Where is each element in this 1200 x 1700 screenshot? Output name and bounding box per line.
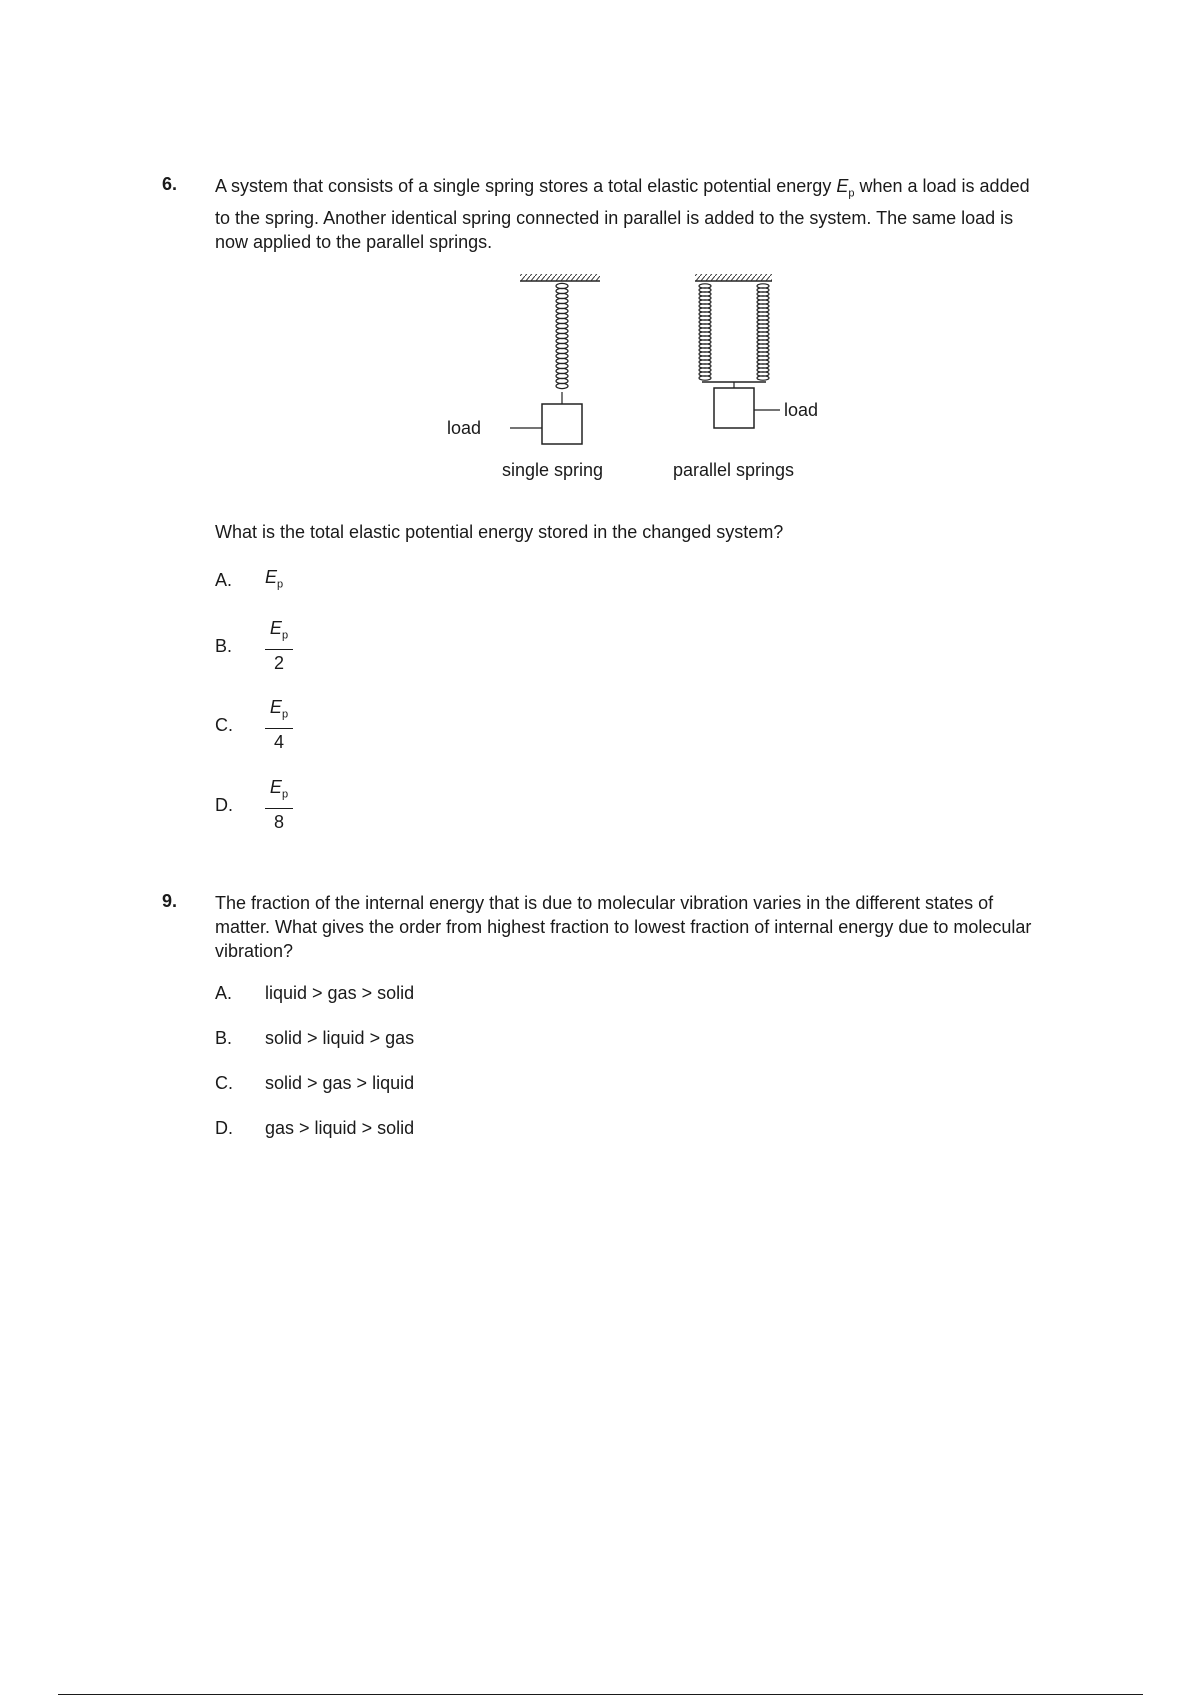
parallel-springs-caption: parallel springs <box>673 460 795 480</box>
fraction-denominator: 2 <box>273 652 284 673</box>
q9-option-c-value: solid > gas > liquid <box>265 1073 415 1093</box>
fraction-denominator: 4 <box>273 731 284 752</box>
single-load-label: load <box>447 418 482 438</box>
q9-option-b-value: solid > liquid > gas <box>265 1028 415 1048</box>
ep-symbol: $E_p$ <box>836 176 855 200</box>
parallel-load-label: load <box>784 400 819 420</box>
question-9-number: 9. <box>162 891 178 911</box>
question-6-number: 6. <box>162 174 178 194</box>
q6-option-c-fraction <box>265 696 293 753</box>
fraction-denominator: 8 <box>273 811 284 832</box>
q6-option-b-fraction <box>265 617 293 674</box>
q9-option-d-value: gas > liquid > solid <box>265 1118 415 1138</box>
q9-option-c-letter: C. <box>215 1073 233 1093</box>
question-9-text: The fraction of the internal energy that is due to molecular vibration varies in the different states of matter. What gives the order from highest fraction to lowest fraction of internal energy due to molecular vibration? <box>215 893 1032 961</box>
question-6-text-part2: when a load is added to the spring. Another identical spring connected in parallel is added to the system. The same load is now applied to the parallel springs. <box>215 176 1030 252</box>
spring-diagram-svg <box>450 270 850 485</box>
page-bottom-rule <box>58 1694 1143 1695</box>
parallel-load-box <box>714 388 754 428</box>
fraction-numerator: $E_p$ <box>265 776 293 809</box>
question-6-prompt: What is the total elastic potential energy stored in the changed system? <box>215 522 784 542</box>
parallel-spring-coil-left <box>699 284 711 380</box>
single-spring-support <box>520 274 600 281</box>
spring-diagram <box>447 270 850 485</box>
q9-option-a-letter: A. <box>215 983 233 1003</box>
q6-option-a-letter: A. <box>215 570 233 590</box>
fraction-numerator: $E_p$ <box>265 617 293 650</box>
single-spring-coil <box>556 283 568 388</box>
single-spring-caption: single spring <box>502 460 604 480</box>
q9-option-b-letter: B. <box>215 1028 233 1048</box>
q6-option-d-letter: D. <box>215 795 233 815</box>
question-6-text <box>215 174 1045 254</box>
q6-option-d-fraction <box>265 776 293 833</box>
q9-option-d-letter: D. <box>215 1118 233 1138</box>
single-load-box <box>542 404 582 444</box>
q6-option-c-letter: C. <box>215 715 233 735</box>
q6-option-a-value: $E_p$ <box>265 567 284 591</box>
q9-option-a-value: liquid > gas > solid <box>265 983 415 1003</box>
q6-option-b-letter: B. <box>215 636 233 656</box>
parallel-springs-support <box>695 274 772 281</box>
parallel-spring-coil-right <box>757 284 769 380</box>
question-6-text-part1: A system that consists of a single spring stores a total elastic potential energy <box>215 176 837 196</box>
fraction-numerator: $E_p$ <box>265 696 293 729</box>
